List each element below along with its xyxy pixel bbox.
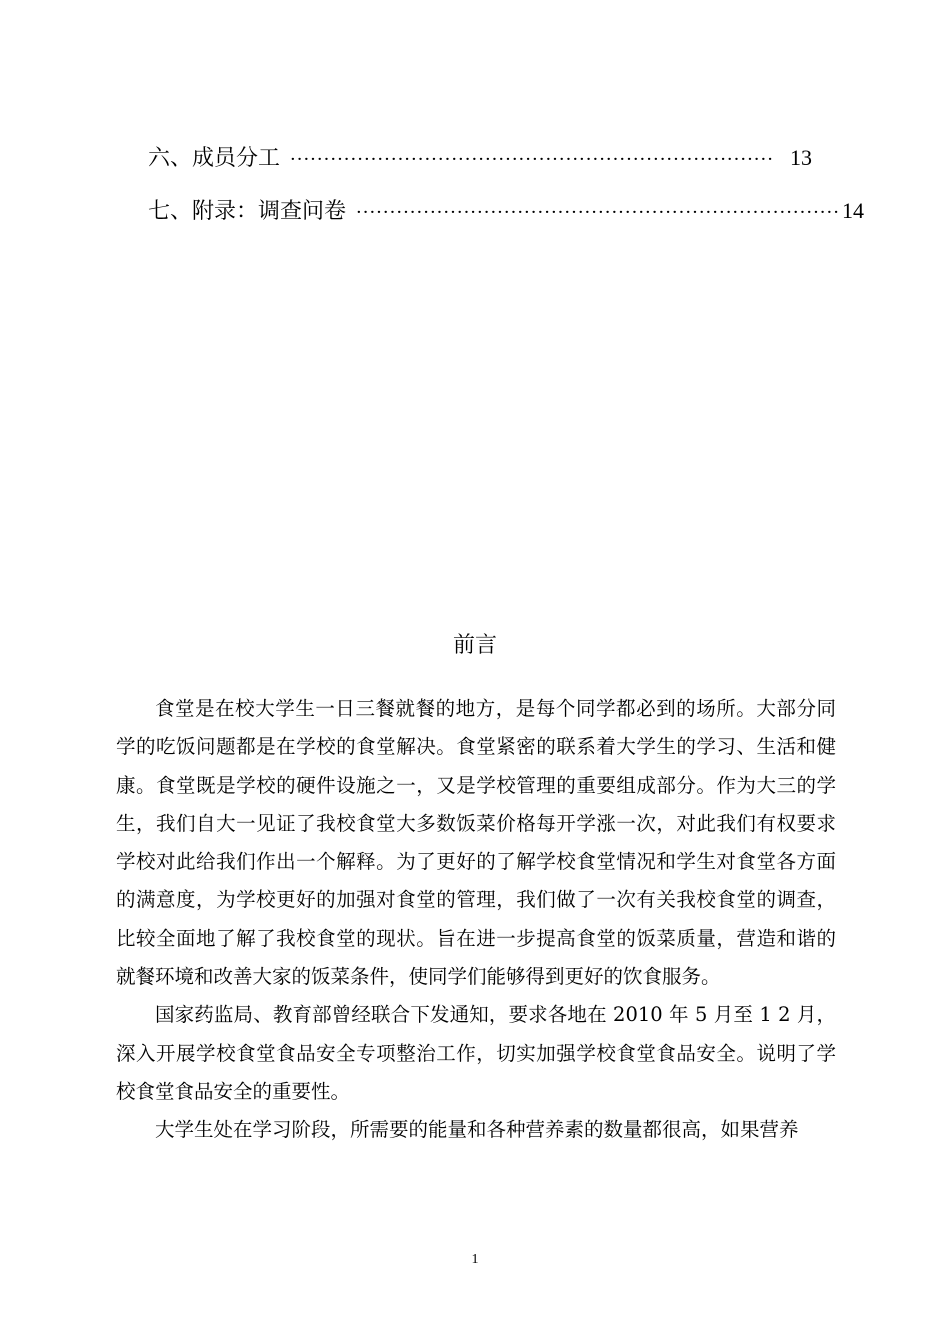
toc-leader-dots: ········································································	[356, 202, 840, 223]
paragraph: 大学生处在学习阶段，所需要的能量和各种营养素的数量都很高，如果营养	[155, 1118, 799, 1142]
table-of-contents	[148, 140, 864, 246]
paragraph: 食堂是在校大学生一日三餐就餐的地方，是每个同学都必到的场所。大部分同学的吃饭问题都是在学校的食堂解决。食堂紧密的联系着大学生的学习、生活和健康。食堂既是学校的硬件设施之一，又是学校管理的重要组成部分。作为大三的学生，我们自大一见证了我校食堂大多数饭菜价格每开学涨一次，对此我们有权要求学校对此给我们作出一个解释。为了更好的了解学校食堂情况和学生对食堂各方面的满意度，为学校更好的加强对食堂的管理，我们做了一次有关我校食堂的调查，比较全面地了解了我校食堂的现状。旨在进一步提高食堂的饭菜质量，营造和谐的就餐环境和改善大家的饭菜条件，使同学们能够得到更好的饮食服务。	[116, 697, 836, 989]
toc-leader-dots: ········································································	[290, 149, 774, 170]
page-number: 1	[471, 1252, 479, 1267]
paragraph: 国家药监局、教育部曾经联合下发通知，要求各地在 2010 年 5 月至 1 2 月，深入开展学校食堂食品安全专项整治工作，切实加强学校食堂食品安全。说明了学校食堂食品安全的重要性。	[116, 1003, 836, 1103]
preface-body	[116, 690, 836, 1150]
toc-page-number: 14	[841, 198, 864, 223]
toc-entry-appendix-questionnaire[interactable]	[148, 193, 864, 246]
preface-heading: 前言	[452, 633, 497, 658]
toc-entry-member-roles[interactable]	[148, 140, 812, 193]
toc-entry-title: 七、附录：调查问卷	[148, 199, 347, 224]
toc-entry-title: 六、成员分工	[148, 146, 281, 171]
toc-page-number: 13	[790, 145, 812, 170]
